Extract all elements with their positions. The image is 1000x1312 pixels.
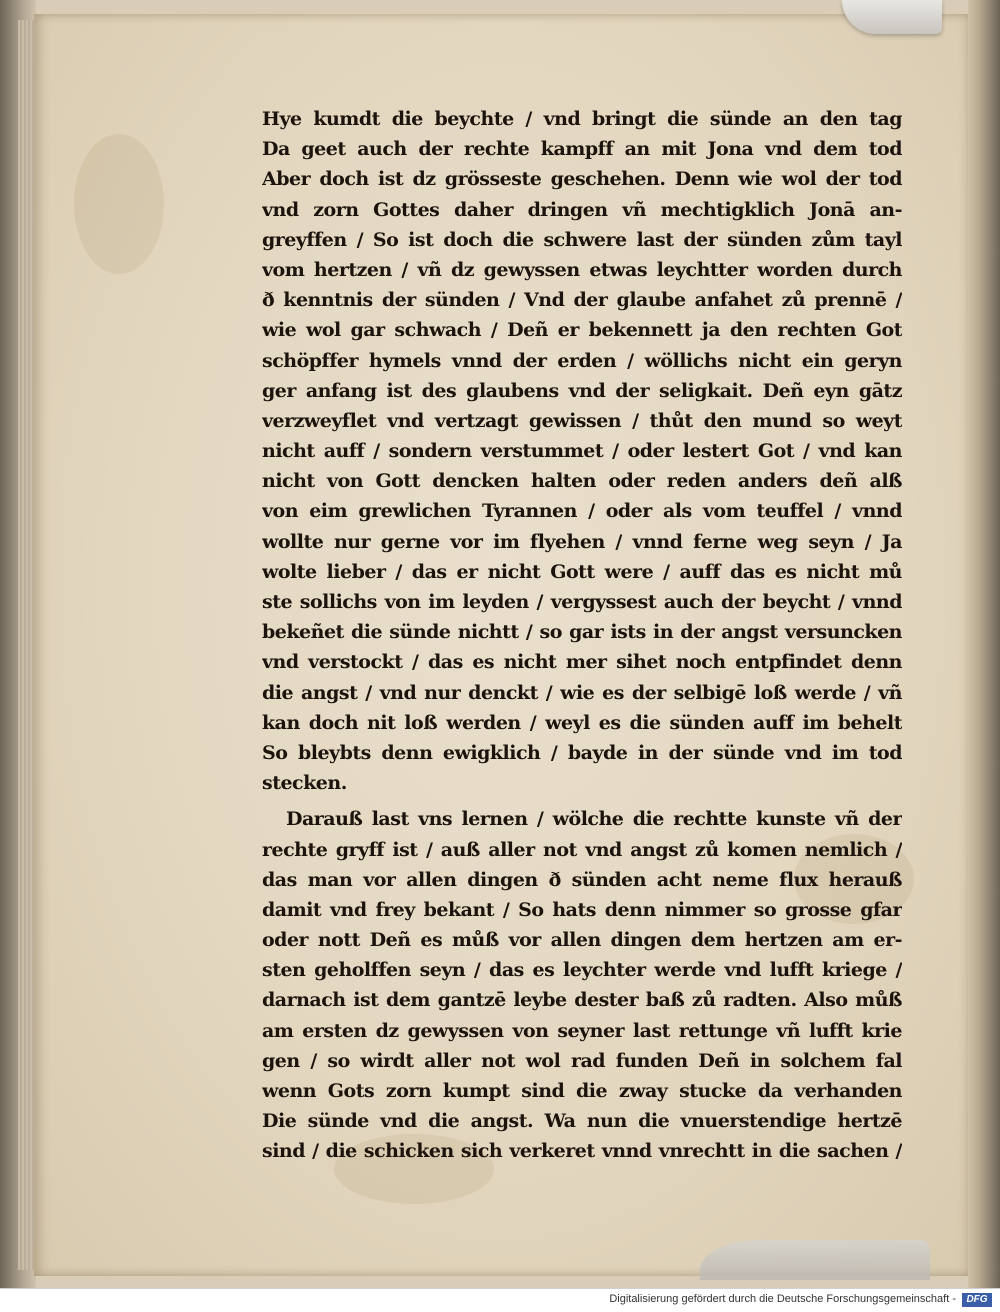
paper-stain — [74, 134, 164, 274]
text-line: oder nott Deñ es můß vor allen dingen dem hertzen am er- — [262, 929, 902, 952]
book-gutter-right — [968, 0, 1000, 1288]
text-line: So bleybts denn ewigklich / bayde in der sünde vnd im tod — [262, 741, 902, 764]
text-line: bekeñet die sünde nichtt / so gar ists in der angst versuncken — [262, 621, 902, 644]
text-line: wie wol gar schwach / Deñ er bekennett ja den rechten Got — [262, 319, 902, 342]
text-line: wolte lieber / das er nicht Gott were / auff das es nicht mů — [262, 560, 902, 583]
text-line: Die sünde vnd die angst. Wa nun die vnuerstendige hertzē — [262, 1110, 902, 1133]
text-line: wollte nur gerne vor im flyehen / vnnd ferne weg seyn / Ja — [262, 530, 902, 553]
text-line: rechte gryff ist / auß aller not vnd angst zů komen nemlich / — [262, 838, 902, 861]
text-line: vnd zorn Gottes daher dringen vñ mechtigklich Jonā an- — [262, 198, 902, 221]
footer-bar — [0, 1288, 1000, 1312]
text-line: gen / so wirdt aller not wol rad funden Deñ in solchem fal — [262, 1049, 902, 1072]
text-line: Darauß last vns lernen / wölche die rechtte kunste vñ der — [286, 808, 902, 831]
text-line: ste sollichs von im leyden / vergyssest auch der beycht / vnnd — [262, 591, 902, 613]
text-line: ð kenntnis der sünden / Vnd der glaube anfahet zů prennē / — [262, 289, 902, 312]
text-line: die angst / vnd nur denckt / wie es der selbigē loß werde / vñ — [262, 681, 902, 704]
text-line: sind / die schicken sich verkeret vnnd vnrechtt in die sachen / — [262, 1140, 902, 1163]
text-line: darnach ist dem gantzē leybe dester baß zů radten. Also můß — [262, 989, 902, 1012]
text-line: wenn Gots zorn kumpt sind die zway stucke da verhanden — [262, 1080, 902, 1102]
dfg-logo-icon[interactable]: DFG — [962, 1293, 992, 1307]
text-line: Da geet auch der rechte kampff an mit Jona vnd dem tod — [262, 138, 902, 161]
text-line: das man vor allen dingen ð sünden acht neme flux herauß — [262, 868, 902, 891]
text-block — [262, 104, 902, 1167]
text-line: Aber doch ist dz grösseste geschehen. Denn wie wol der tod — [262, 168, 902, 191]
text-line: nicht von Gott dencken halten oder reden anders deñ alß — [262, 470, 902, 493]
text-line: schöpffer hymels vnnd der erden / wöllichs nicht ein geryn — [262, 349, 902, 372]
paragraph-2 — [262, 804, 902, 1166]
page-clip-bottom — [700, 1240, 930, 1280]
text-line: kan doch nit loß werden / weyl es die sünden auff im behelt — [262, 711, 902, 734]
text-line: ger anfang ist des glaubens vnd der seligkait. Deñ eyn gātz — [262, 379, 902, 402]
text-line: damit vnd frey bekant / So hats denn nimmer so grosse gfar — [262, 898, 902, 921]
text-line: vom hertzen / vñ dz gewyssen etwas leychtter worden durch — [262, 258, 902, 281]
paragraph-1 — [262, 104, 902, 798]
text-line: vnd verstockt / das es nicht mer sihet noch entpfindet denn — [262, 651, 902, 674]
text-line: stecken. — [262, 772, 347, 795]
text-line: nicht auff / sondern verstummet / oder lestert Got / vnd kan — [262, 440, 902, 463]
text-line: greyffen / So ist doch die schwere last der sünden zům tayl — [262, 228, 902, 251]
text-line: von eim grewlichen Tyrannen / oder als vom teuffel / vnnd — [262, 500, 902, 523]
text-line: am ersten dz gewyssen von seyner last rettunge vñ lufft krie — [262, 1019, 902, 1042]
text-line: verzweyflet vnd vertzagt gewissen / thůt den mund so weyt — [262, 409, 902, 432]
text-line: sten geholffen seyn / das es leychter werde vnd lufft kriege / — [262, 959, 902, 982]
funding-credit: Digitalisierung gefördert durch die Deutsche Forschungsgemeinschaft - — [609, 1293, 956, 1305]
page-stack-edge — [18, 20, 34, 1270]
text-line: Hye kumdt die beychte / vnd bringt die sünde an den tag — [262, 108, 902, 130]
